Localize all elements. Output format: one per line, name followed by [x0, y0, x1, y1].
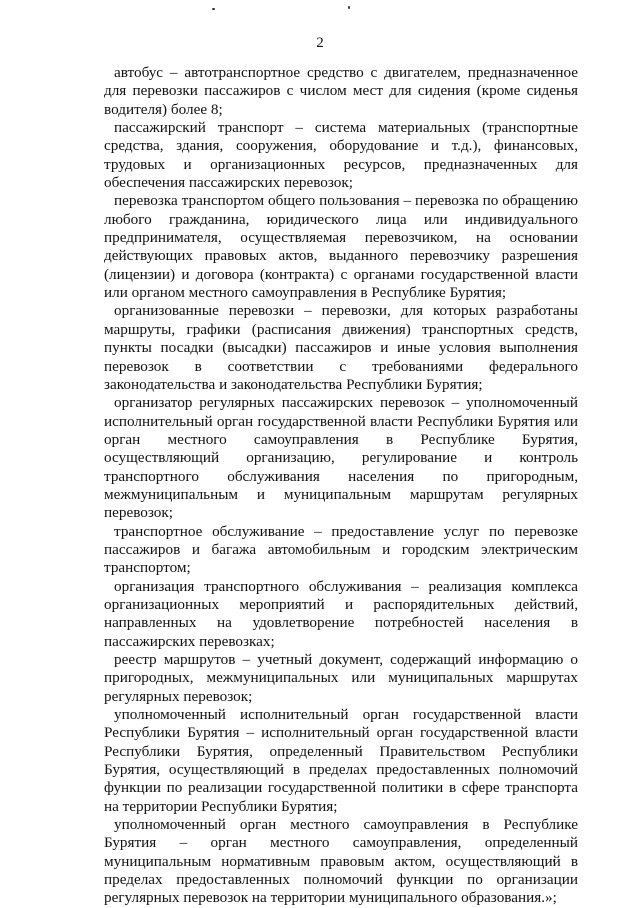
definition-transport-service: транспортное обслуживание – предоставление услуг по перевозке пассажиров и багажа автомобильным и городским электрическим транспортом; — [104, 522, 578, 577]
definition-state-authority: уполномоченный исполнительный орган государственной власти Республики Бурятия – исполнительный орган государственной власти Республики Бурятия, определенный Правительством Республики Бурятия, осуществляющий в пределах предоставленных полномочий функции по реализации государственной политики в сфере транспорта на территории Республики Бурятия; — [104, 706, 578, 815]
definition-public-transport: перевозка транспортом общего пользования – перевозка по обращению любого гражданина, юридического лица или индивидуального предпринимателя, осуществляемая перевозчиком, на основании действующих правовых актов, выданного перевозчику разрешения (лицензии) и договора (контракта) с органами государственной власти или органом местного самоуправления в Республике Бурятия; — [104, 192, 578, 302]
definition-passenger-transport: пассажирский транспорт – система материальных (транспортные средства, здания, сооружения, оборудование и т.д.), финансовых, трудовых и организационных ресурсов, предназначенных для обеспечения пассажирских перевозок; — [104, 119, 578, 192]
definition-transport-organizer: организатор регулярных пассажирских перевозок – уполномоченный исполнительный орган государственной власти Республики Бурятия или орган местного самоуправления в Республике Бурятия, осуществляющий организацию, регулирование и контроль транспортного обслуживания населения по пригородным, межмуниципальным и муниципальным маршрутам регулярных перевозок; — [104, 394, 578, 522]
document-body — [104, 64, 578, 908]
definition-service-organization: организация транспортного обслуживания – реализация комплекса организационных мероприятий и распорядительных действий, направленных на удовлетворение потребностей населения в пассажирских перевозках; — [104, 577, 578, 650]
definition-route-registry: реестр маршрутов – учетный документ, содержащий информацию о пригородных, межмуниципальных или муниципальных маршрутах регулярных перевозок; — [104, 651, 578, 705]
definition-bus: автобус – автотранспортное средство с двигателем, предназначенное для перевозки пассажиров с числом мест для сидения (кроме сиденья водителя) более 8; — [104, 64, 578, 118]
scan-speck — [212, 8, 215, 10]
definition-local-authority: уполномоченный орган местного самоуправления в Республике Бурятия – орган местного самоуправления, определенный муниципальным нормативным правовым актом, осуществляющий в пределах предоставленных полномочий функции по организации регулярных перевозок на территории муниципального образования.»; — [104, 816, 578, 907]
definition-organized-transport: организованные перевозки – перевозки, для которых разработаны маршруты, графики (расписания движения) транспортных средств, пункты посадки (высадки) пассажиров и иные условия выполнения перевозок в соответствии с требованиями федерального законодательства и законодательства Республики Бурятия; — [104, 302, 578, 393]
scan-speck — [348, 6, 350, 9]
page-number: 2 — [316, 35, 324, 51]
